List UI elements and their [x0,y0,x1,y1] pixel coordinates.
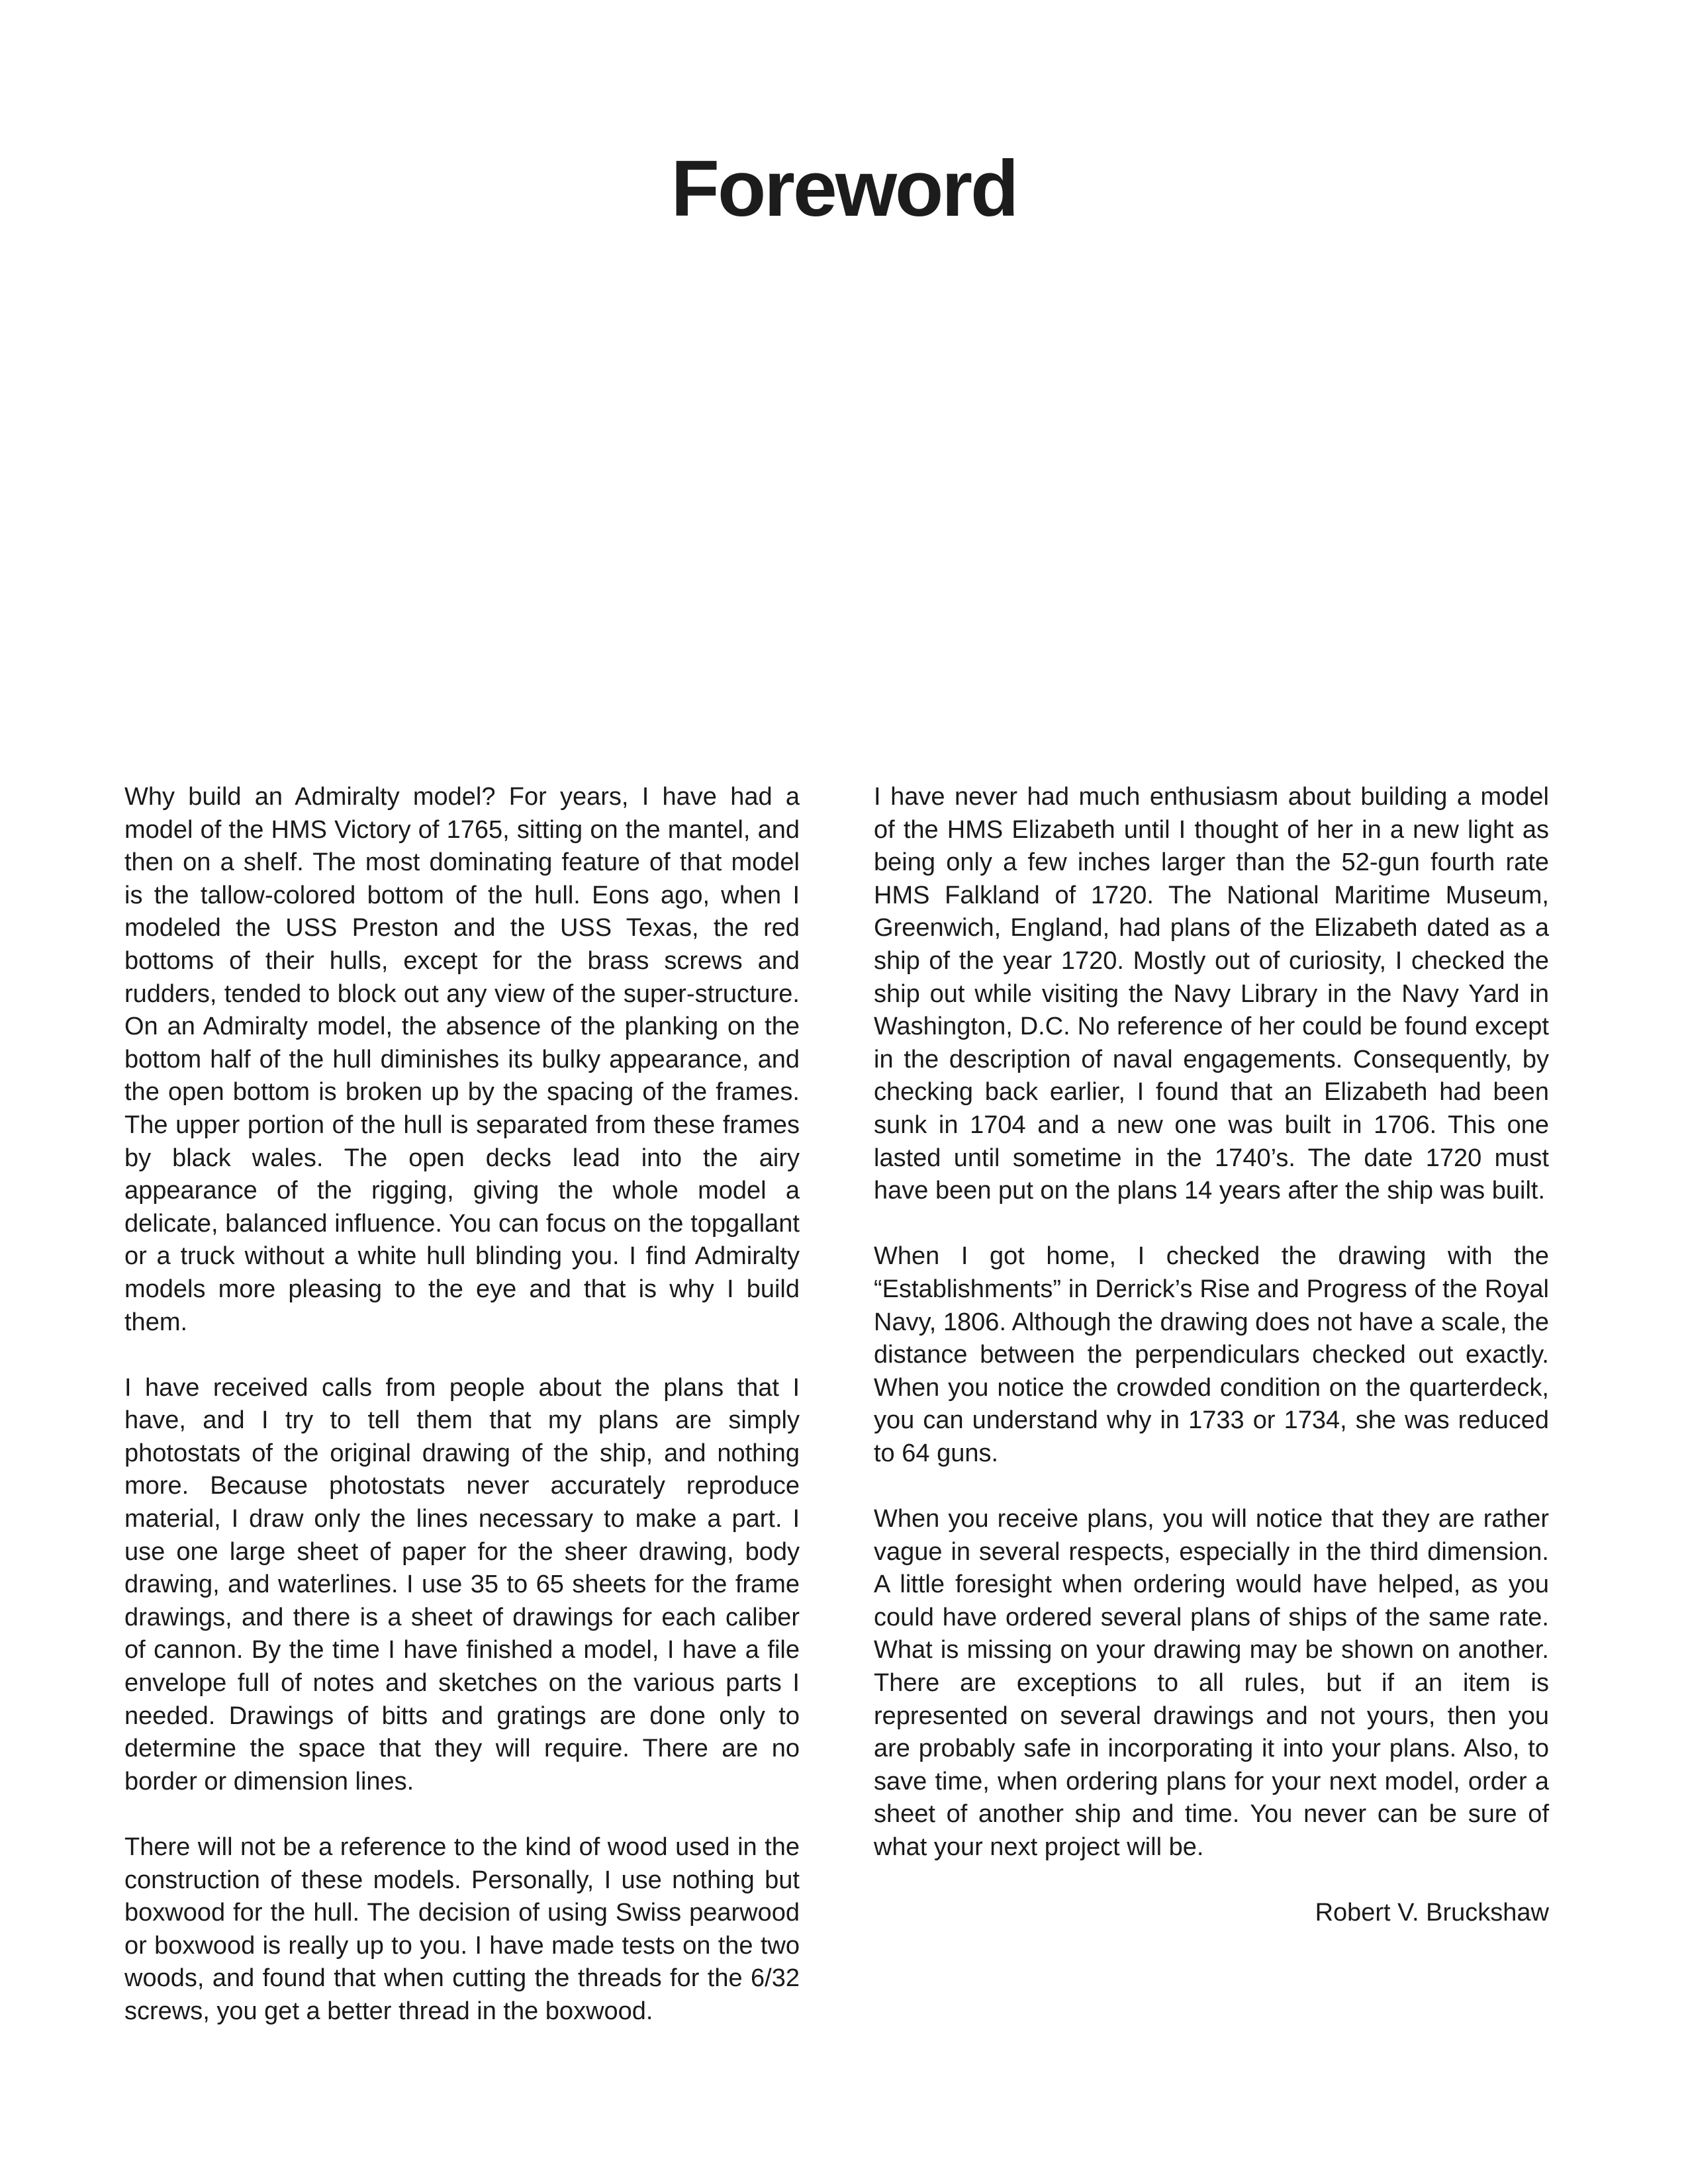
paragraph: When you receive plans, you will notice that they are rather vague in several respects, especially in the third dimension. A little foresight when ordering would have helped, as you could have ordered several plans of ships of the same rate. What is missing on your drawing may be shown on another. There are exceptions to all rules, but if an item is represented on several drawings and not yours, then you are probably safe in incorporating it into your plans. Also, to save time, when ordering plans for your next model, order a sheet of another ship and time. You never can be sure of what your next project will be. [874,1505,1549,1861]
paragraph: There will not be a reference to the kind of wood used in the construction of these models. Personally, I use nothing but boxwood for the hull. The decision of using Swiss pearwood or boxwood is really up to you. I have made tests on the two woods, and found that when cutting the threads for the 6/32 screws, you get a better thread in the boxwood. [124,1833,800,2025]
page-title: Foreword [671,144,1017,233]
paragraph: Why build an Admiralty model? For years, I have had a model of the HMS Victory of 1765, sitting on the mantel, and then on a shelf. The most dominating feature of that model is the tallow-colored bottom of the hull. Eons ago, when I modeled the USS Preston and the USS Texas, the red bottoms of their hulls, except for the brass screws and rudders, tended to block out any view of the super-structure. On an Admiralty model, the absence of the planking on the bottom half of the hull diminishes its bulky appearance, and the open bottom is broken up by the spacing of the frames. The upper portion of the hull is separated from these frames by black wales. The open decks lead into the airy appearance of the rigging, giving the whole model a delicate, balanced influence. You can focus on the topgallant or a truck without a white hull blinding you. I find Admiralty models more pleasing to the eye and that is why I build them. [124,783,800,1336]
paragraph: I have received calls from people about the plans that I have, and I try to tell them that my plans are simply photostats of the original drawing of the ship, and nothing more. Because photostats never accurately reproduce material, I draw only the lines necessary to make a part. I use one large sheet of paper for the sheer drawing, body drawing, and waterlines. I use 35 to 65 sheets for the frame drawings, and there is a sheet of drawings for each caliber of cannon. By the time I have finished a model, I have a file envelope full of notes and sketches on the various parts I needed. Drawings of bitts and gratings are done only to determine the space that they will require. There are no border or dimension lines. [124,1373,800,1796]
paragraph: When I got home, I checked the drawing with the “Establishments” in Derrick’s Rise and Progress of the Royal Navy, 1806. Although the drawing does not have a scale, the distance between the perpendiculars checked out exactly. When you notice the crowded condition on the quarterdeck, you can understand why in 1733 or 1734, she was reduced to 64 guns. [874,1242,1549,1467]
left-column [124,781,800,2061]
author-signature: Robert V. Bruckshaw [1315,1899,1549,1927]
paragraph: I have never had much enthusiasm about building a model of the HMS Elizabeth until I thought of her in a new light as being only a few inches larger than the 52-gun fourth rate HMS Falkland of 1720. The National Maritime Museum, Greenwich, England, had plans of the Elizabeth dated as a ship of the year 1720. Mostly out of curiosity, I checked the ship out while visiting the Navy Library in the Navy Yard in Washington, D.C. No reference of her could be found except in the description of naval engagements. Consequently, by checking back earlier, I found that an Elizabeth had been sunk in 1704 and a new one was built in 1706. This one lasted until sometime in the 1740’s. The date 1720 must have been put on the plans 14 years after the ship was built. [874,783,1549,1205]
right-column [874,781,1549,1962]
